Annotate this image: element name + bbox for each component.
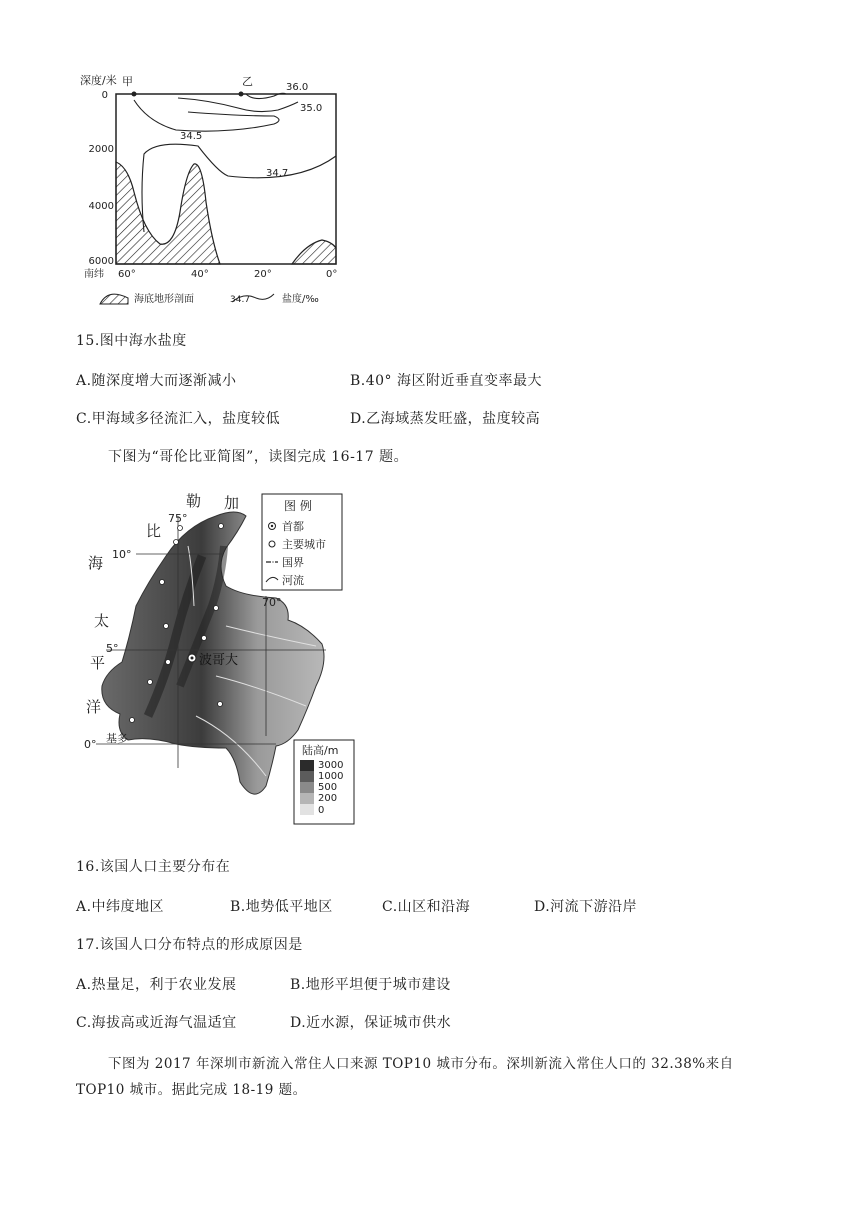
q16-option-a: A.中纬度地区 [76, 899, 165, 915]
isoline-label-36-0: 36.0 [286, 82, 309, 93]
seabed-profile-left [116, 162, 220, 264]
depth-tick-0: 0 [101, 90, 108, 101]
elevation-value-500: 500 [318, 782, 338, 793]
sea-label-caribbean-2: 勒 [186, 492, 202, 510]
elevation-value-0: 0 [318, 805, 325, 816]
point-yi-marker [239, 92, 244, 97]
isoline-34-5 [134, 100, 279, 131]
intro-18-19-line2: TOP10 城市。据此完成 18-19 题。 [76, 1082, 307, 1098]
isoline-34-7 [142, 144, 336, 232]
elevation-value-200: 200 [318, 793, 338, 804]
legend-city-icon [269, 541, 275, 547]
capital-marker-dot [191, 657, 194, 660]
city-marker [166, 660, 171, 665]
isoline-label-34-5: 34.5 [180, 131, 203, 142]
city-marker [214, 606, 219, 611]
q15-stem: 15.图中海水盐度 [76, 333, 187, 349]
city-marker [178, 526, 183, 531]
legend-seabed-label: 海底地形剖面 [134, 294, 194, 305]
lat-tick-60: 60° [118, 269, 136, 280]
lat-label-10: 10° [112, 548, 132, 561]
sea-label-caribbean-3: 比 [146, 522, 162, 540]
lat-tick-20: 20° [254, 269, 272, 280]
legend-capital-icon-dot [271, 525, 273, 527]
lon-label-70: 70° [262, 596, 282, 609]
depth-tick-2000: 2000 [88, 144, 114, 155]
legend-isoline-value: 34.7 [230, 295, 251, 305]
q17-option-c: C.海拔高或近海气温适宜 [76, 1015, 237, 1031]
latitude-axis-label: 南纬 [84, 269, 104, 280]
elevation-swatch-200 [300, 793, 314, 804]
elevation-swatch-1000 [300, 771, 314, 782]
city-marker [160, 580, 165, 585]
depth-tick-6000: 6000 [88, 256, 114, 267]
isoline-35-0 [178, 98, 298, 112]
city-marker [130, 718, 135, 723]
q16-option-b: B.地势低平地区 [230, 899, 333, 915]
q15-option-a: A.随深度增大而逐渐减小 [76, 373, 237, 389]
q16-option-d: D.河流下游沿岸 [534, 899, 638, 915]
elevation-swatch-0 [300, 804, 314, 815]
elevation-legend-title: 陆高/m [302, 744, 339, 757]
isoline-label-35-0: 35.0 [300, 103, 323, 114]
point-jia-label: 甲 [122, 75, 133, 88]
q17-option-a: A.热量足，利于农业发展 [76, 977, 237, 993]
lon-label-75: 75° [168, 512, 188, 525]
q15-option-d: D.乙海域蒸发旺盛，盐度较高 [350, 411, 541, 427]
lat-tick-0: 0° [326, 269, 338, 280]
sea-label-pacific-3: 洋 [86, 698, 102, 716]
city-marker [174, 540, 179, 545]
seabed-profile-right [292, 240, 336, 264]
lat-label-5: 5° [106, 642, 119, 655]
point-yi-label: 乙 [242, 75, 253, 88]
lat-label-0: 0° [84, 738, 97, 751]
q17-stem: 17.该国人口分布特点的形成原因是 [76, 937, 303, 953]
city-marker [219, 524, 224, 529]
q16-stem: 16.该国人口主要分布在 [76, 859, 231, 875]
q15-option-c: C.甲海域多径流汇入，盐度较低 [76, 411, 281, 427]
city-quito-label: 基多 [106, 732, 128, 745]
isoline-label-34-7: 34.7 [266, 168, 289, 179]
legend-city-label: 主要城市 [282, 538, 326, 551]
intro-18-19-line1: 下图为 2017 年深圳市新流入常住人口来源 TOP10 城市分布。深圳新流入常住人口的 32.38%来自 [108, 1056, 734, 1072]
sea-label-caribbean-1: 加 [224, 494, 240, 512]
q15-option-b: B.40° 海区附近垂直变率最大 [350, 373, 543, 389]
legend-seabed-swatch [100, 294, 128, 304]
depth-tick-4000: 4000 [88, 201, 114, 212]
point-jia-marker [132, 92, 137, 97]
q17-option-b: B.地形平坦便于城市建设 [290, 977, 451, 993]
sea-label-caribbean-4: 海 [88, 554, 104, 572]
capital-label: 波哥大 [199, 653, 239, 668]
salinity-profile-figure [78, 72, 368, 312]
depth-axis-label: 深度/米 [80, 74, 117, 87]
q16-option-c: C.山区和沿海 [382, 899, 471, 915]
colombia-map-figure [76, 486, 376, 834]
legend-river-label: 河流 [282, 574, 304, 587]
city-marker [218, 702, 223, 707]
sea-label-pacific-1: 太 [94, 612, 110, 630]
lat-tick-40: 40° [191, 269, 209, 280]
elevation-value-1000: 1000 [318, 771, 344, 782]
city-marker [202, 636, 207, 641]
legend-salinity-label: 盐度/‰ [282, 294, 319, 305]
legend-border-label: 国界 [282, 556, 304, 569]
intro-16-17: 下图为“哥伦比亚简图”，读图完成 16-17 题。 [108, 449, 409, 465]
elevation-value-3000: 3000 [318, 760, 344, 771]
city-marker [164, 624, 169, 629]
city-marker [148, 680, 153, 685]
q17-option-d: D.近水源，保证城市供水 [290, 1015, 452, 1031]
elevation-swatch-500 [300, 782, 314, 793]
map-legend-title: 图 例 [284, 499, 312, 513]
sea-label-pacific-2: 平 [90, 654, 106, 672]
elevation-swatch-3000 [300, 760, 314, 771]
legend-capital-label: 首都 [282, 520, 304, 533]
